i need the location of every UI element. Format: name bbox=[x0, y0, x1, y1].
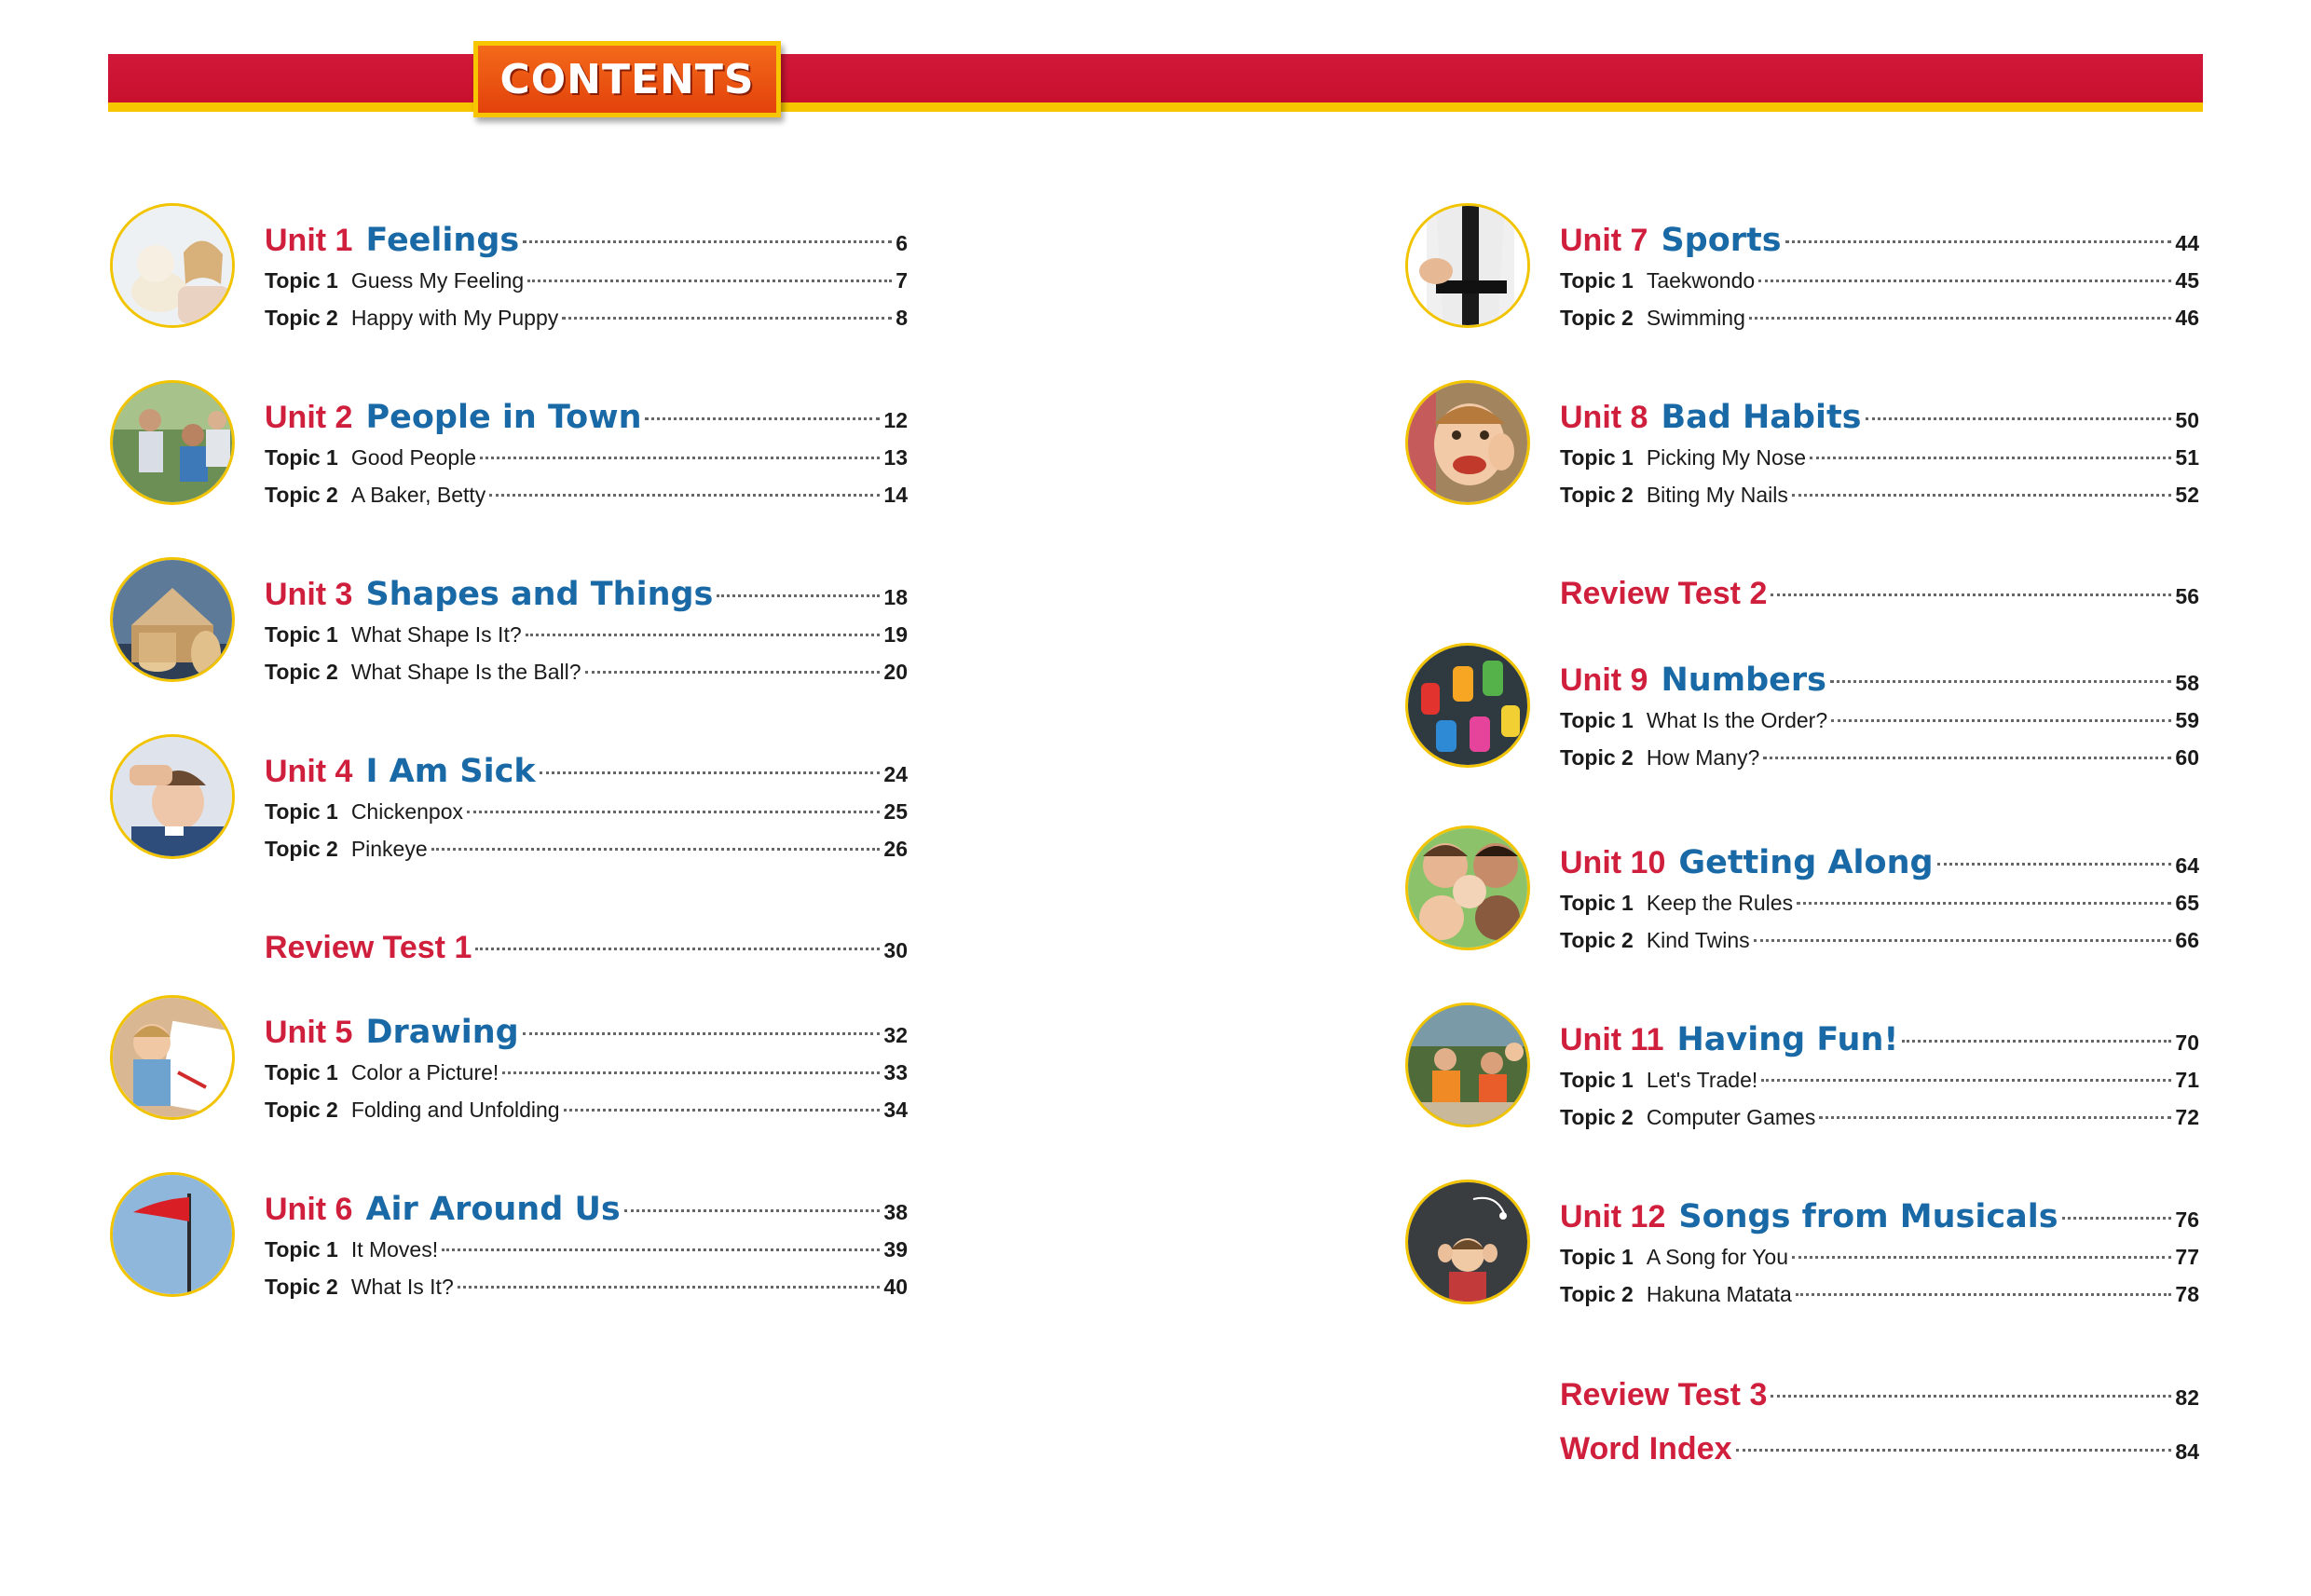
page-number: 56 bbox=[2175, 584, 2199, 608]
page-number: 30 bbox=[883, 938, 908, 962]
topic-title: A Baker, Betty bbox=[350, 483, 486, 507]
page-number: 70 bbox=[2175, 1030, 2199, 1055]
unit-thumbnail-numbers bbox=[1405, 643, 1530, 768]
topic-number: Topic 2 bbox=[1560, 745, 1634, 770]
topic-title: What Is It? bbox=[350, 1275, 454, 1299]
page-number: 18 bbox=[883, 585, 908, 609]
page-number: 24 bbox=[883, 762, 908, 786]
unit-thumbnail-laughing-boy bbox=[1405, 380, 1530, 505]
topic-number: Topic 2 bbox=[265, 660, 338, 684]
topic-title: Happy with My Puppy bbox=[350, 306, 559, 330]
topic-title: How Many? bbox=[1646, 745, 1760, 770]
page-number: 8 bbox=[896, 306, 908, 330]
topic-title: Pinkeye bbox=[350, 837, 428, 861]
topic-line[interactable] bbox=[1560, 306, 2199, 343]
unit-heading-line[interactable] bbox=[1560, 662, 2199, 708]
dot-leader bbox=[585, 671, 881, 674]
review-title: Word Index bbox=[1560, 1431, 1732, 1466]
unit-heading-line[interactable] bbox=[265, 222, 908, 268]
unit-thumbnail-taekwondo bbox=[1405, 203, 1530, 328]
topic-line[interactable] bbox=[265, 799, 908, 837]
entry-text bbox=[1560, 399, 2199, 520]
dot-leader bbox=[523, 240, 892, 243]
dot-leader bbox=[1763, 757, 2171, 759]
page-number: 50 bbox=[2175, 408, 2199, 432]
topic-title: It Moves! bbox=[350, 1237, 439, 1262]
topic-line[interactable] bbox=[1560, 708, 2199, 745]
topic-number: Topic 2 bbox=[265, 1098, 338, 1122]
dot-leader bbox=[1937, 863, 2172, 866]
page-number: 32 bbox=[883, 1023, 908, 1047]
dot-leader bbox=[1771, 1395, 2171, 1398]
unit-thumbnail-singing-boy bbox=[1405, 1180, 1530, 1304]
page-number: 6 bbox=[896, 231, 908, 255]
unit-thumbnail-wood-blocks bbox=[110, 557, 235, 682]
entry-text bbox=[265, 576, 908, 697]
unit-title: Air Around Us bbox=[365, 1191, 621, 1228]
topic-title: Folding and Unfolding bbox=[350, 1098, 560, 1122]
entry-text bbox=[1560, 1021, 2199, 1142]
topic-line[interactable] bbox=[1560, 1105, 2199, 1142]
unit-number: Unit 9 bbox=[1560, 662, 1648, 698]
unit-title: Numbers bbox=[1661, 662, 1827, 699]
topic-line[interactable] bbox=[265, 1098, 908, 1135]
page-number: 38 bbox=[883, 1200, 908, 1224]
unit-number: Unit 4 bbox=[265, 754, 353, 789]
page-number: 13 bbox=[883, 445, 908, 470]
page-number: 45 bbox=[2175, 268, 2199, 293]
unit-heading-line[interactable] bbox=[265, 753, 908, 799]
page-number: 25 bbox=[883, 799, 908, 824]
topic-number: Topic 1 bbox=[1560, 1068, 1634, 1092]
page-number: 84 bbox=[2175, 1439, 2199, 1464]
page-number: 33 bbox=[883, 1060, 908, 1084]
topic-number: Topic 1 bbox=[265, 622, 338, 647]
topic-title: Taekwondo bbox=[1646, 268, 1756, 293]
topic-title: Color a Picture! bbox=[350, 1060, 499, 1084]
topic-title: Chickenpox bbox=[350, 799, 463, 824]
unit-title: Bad Habits bbox=[1661, 399, 1862, 436]
entry-text bbox=[265, 930, 908, 976]
entry-text bbox=[265, 1014, 908, 1135]
dot-leader bbox=[624, 1209, 881, 1212]
topic-line[interactable] bbox=[1560, 483, 2199, 520]
unit-number: Unit 12 bbox=[1560, 1199, 1666, 1235]
header-yellow-stripe bbox=[108, 102, 2203, 112]
topic-title: What Shape Is It? bbox=[350, 622, 522, 647]
topic-line[interactable] bbox=[265, 483, 908, 520]
page-number: 65 bbox=[2175, 891, 2199, 915]
dot-leader bbox=[1792, 494, 2171, 497]
topic-line[interactable] bbox=[265, 622, 908, 660]
page-number: 76 bbox=[2175, 1207, 2199, 1232]
unit-heading-line[interactable] bbox=[1560, 1021, 2199, 1068]
dot-leader bbox=[1796, 1293, 2172, 1296]
unit-heading-line[interactable] bbox=[1560, 222, 2199, 268]
header-red-band bbox=[108, 54, 2203, 102]
topic-number: Topic 1 bbox=[1560, 891, 1634, 915]
unit-title: Shapes and Things bbox=[365, 576, 714, 613]
dot-leader bbox=[1866, 417, 2172, 420]
topic-line[interactable] bbox=[1560, 1068, 2199, 1105]
dot-leader bbox=[1797, 902, 2171, 905]
topic-title: Good People bbox=[350, 445, 477, 470]
topic-line[interactable] bbox=[1560, 445, 2199, 483]
page-number: 51 bbox=[2175, 445, 2199, 470]
dot-leader bbox=[2062, 1217, 2172, 1220]
page-number: 66 bbox=[2175, 928, 2199, 952]
dot-leader bbox=[1771, 593, 2171, 596]
entry-text bbox=[265, 753, 908, 874]
topic-title: What Shape Is the Ball? bbox=[350, 660, 581, 684]
topic-line[interactable] bbox=[1560, 891, 2199, 928]
unit-number: Unit 8 bbox=[1560, 400, 1648, 435]
unit-title: I Am Sick bbox=[365, 753, 536, 790]
entry-text bbox=[265, 399, 908, 520]
unit-title: Feelings bbox=[365, 222, 520, 259]
unit-title: Songs from Musicals bbox=[1678, 1198, 2058, 1235]
dot-leader bbox=[1830, 680, 2171, 683]
dot-leader bbox=[475, 948, 880, 950]
dot-leader bbox=[645, 417, 880, 420]
topic-number: Topic 2 bbox=[265, 837, 338, 861]
topic-number: Topic 1 bbox=[1560, 445, 1634, 470]
topic-line[interactable] bbox=[265, 1275, 908, 1312]
entry-text bbox=[265, 222, 908, 343]
topic-title: Kind Twins bbox=[1646, 928, 1750, 952]
unit-number: Unit 1 bbox=[265, 223, 353, 258]
review-heading-line[interactable] bbox=[265, 930, 908, 976]
topic-line[interactable] bbox=[1560, 928, 2199, 965]
unit-thumbnail-kids-circle bbox=[1405, 825, 1530, 950]
unit-heading-line[interactable] bbox=[1560, 1198, 2199, 1245]
dot-leader bbox=[1758, 280, 2171, 282]
topic-number: Topic 1 bbox=[265, 445, 338, 470]
unit-number: Unit 11 bbox=[1560, 1022, 1664, 1057]
unit-heading-line[interactable] bbox=[265, 399, 908, 445]
page-number: 34 bbox=[883, 1098, 908, 1122]
page-number: 77 bbox=[2175, 1245, 2199, 1269]
unit-thumbnail-sick-child bbox=[110, 734, 235, 859]
page-number: 14 bbox=[883, 483, 908, 507]
unit-heading-line[interactable] bbox=[265, 1191, 908, 1237]
page-number: 78 bbox=[2175, 1282, 2199, 1306]
page-number: 19 bbox=[883, 622, 908, 647]
dot-leader bbox=[431, 848, 881, 851]
topic-number: Topic 2 bbox=[265, 1275, 338, 1299]
entry-text bbox=[1560, 1431, 2199, 1478]
topic-number: Topic 2 bbox=[1560, 483, 1634, 507]
dot-leader bbox=[540, 771, 881, 774]
topic-line[interactable] bbox=[265, 445, 908, 483]
topic-title: What Is the Order? bbox=[1646, 708, 1828, 732]
entry-text bbox=[1560, 1377, 2199, 1424]
review-heading-line[interactable] bbox=[1560, 1431, 2199, 1478]
dot-leader bbox=[527, 280, 892, 282]
unit-title: Getting Along bbox=[1678, 844, 1934, 881]
unit-heading-line[interactable] bbox=[265, 1014, 908, 1060]
unit-number: Unit 3 bbox=[265, 577, 353, 612]
entry-text bbox=[1560, 222, 2199, 343]
page-number: 7 bbox=[896, 268, 908, 293]
dot-leader bbox=[1902, 1040, 2171, 1043]
topic-line[interactable] bbox=[1560, 1245, 2199, 1282]
topic-number: Topic 1 bbox=[1560, 268, 1634, 293]
topic-title: Picking My Nose bbox=[1646, 445, 1807, 470]
topic-line[interactable] bbox=[265, 837, 908, 874]
page-number: 46 bbox=[2175, 306, 2199, 330]
dot-leader bbox=[1792, 1256, 2171, 1259]
topic-number: Topic 1 bbox=[1560, 1245, 1634, 1269]
unit-thumbnail-park-people bbox=[110, 380, 235, 505]
entry-text bbox=[265, 1191, 908, 1312]
dot-leader bbox=[489, 494, 880, 497]
page-number: 72 bbox=[2175, 1105, 2199, 1129]
dot-leader bbox=[1749, 317, 2172, 320]
page-number: 26 bbox=[883, 837, 908, 861]
page-number: 44 bbox=[2175, 231, 2199, 255]
page-number: 71 bbox=[2175, 1068, 2199, 1092]
topic-number: Topic 1 bbox=[265, 1060, 338, 1084]
topic-line[interactable] bbox=[1560, 268, 2199, 306]
review-title: Review Test 1 bbox=[265, 930, 472, 965]
dot-leader bbox=[467, 811, 880, 813]
unit-thumbnail-kids-playing bbox=[1405, 1003, 1530, 1127]
dot-leader bbox=[502, 1071, 880, 1074]
dot-leader bbox=[442, 1248, 880, 1251]
page-number: 12 bbox=[883, 408, 908, 432]
page-number: 40 bbox=[883, 1275, 908, 1299]
topic-number: Topic 1 bbox=[265, 799, 338, 824]
review-heading-line[interactable] bbox=[1560, 1377, 2199, 1424]
page-number: 39 bbox=[883, 1237, 908, 1262]
unit-number: Unit 5 bbox=[265, 1015, 353, 1050]
unit-heading-line[interactable] bbox=[265, 576, 908, 622]
dot-leader bbox=[1831, 719, 2171, 722]
topic-line[interactable] bbox=[1560, 745, 2199, 783]
topic-number: Topic 2 bbox=[265, 483, 338, 507]
page-number: 60 bbox=[2175, 745, 2199, 770]
unit-number: Unit 6 bbox=[265, 1192, 353, 1227]
topic-title: Let's Trade! bbox=[1646, 1068, 1758, 1092]
topic-line[interactable] bbox=[265, 268, 908, 306]
unit-title: Having Fun! bbox=[1676, 1021, 1899, 1058]
unit-number: Unit 7 bbox=[1560, 223, 1648, 258]
dot-leader bbox=[1736, 1449, 2172, 1452]
review-heading-line[interactable] bbox=[1560, 576, 2199, 622]
dot-leader bbox=[562, 317, 892, 320]
entry-text bbox=[1560, 576, 2199, 622]
dot-leader bbox=[480, 457, 880, 459]
page-number: 20 bbox=[883, 660, 908, 684]
topic-number: Topic 1 bbox=[265, 1237, 338, 1262]
topic-title: Biting My Nails bbox=[1646, 483, 1788, 507]
dot-leader bbox=[458, 1286, 881, 1289]
unit-thumbnail-dog-girl bbox=[110, 203, 235, 328]
dot-leader bbox=[1754, 939, 2172, 942]
topic-number: Topic 2 bbox=[1560, 306, 1634, 330]
topic-title: A Song for You bbox=[1646, 1245, 1789, 1269]
topic-number: Topic 2 bbox=[1560, 928, 1634, 952]
review-title: Review Test 3 bbox=[1560, 1377, 1768, 1412]
dot-leader bbox=[1761, 1079, 2171, 1082]
unit-number: Unit 2 bbox=[265, 400, 353, 435]
page-number: 64 bbox=[2175, 853, 2199, 878]
entry-text bbox=[1560, 662, 2199, 783]
unit-title: People in Town bbox=[365, 399, 642, 436]
topic-line[interactable] bbox=[265, 1237, 908, 1275]
page-number: 58 bbox=[2175, 671, 2199, 695]
topic-title: Keep the Rules bbox=[1646, 891, 1794, 915]
entry-text bbox=[1560, 1198, 2199, 1319]
dot-leader bbox=[717, 594, 880, 597]
dot-leader bbox=[1819, 1116, 2171, 1119]
topic-number: Topic 1 bbox=[1560, 708, 1634, 732]
topic-number: Topic 2 bbox=[1560, 1282, 1634, 1306]
page-number: 82 bbox=[2175, 1385, 2199, 1410]
topic-number: Topic 2 bbox=[1560, 1105, 1634, 1129]
unit-number: Unit 10 bbox=[1560, 845, 1666, 880]
topic-line[interactable] bbox=[265, 660, 908, 697]
review-title: Review Test 2 bbox=[1560, 576, 1768, 611]
topic-line[interactable] bbox=[265, 1060, 908, 1098]
contents-title: CONTENTS bbox=[499, 55, 755, 103]
topic-line[interactable] bbox=[265, 306, 908, 343]
unit-heading-line[interactable] bbox=[1560, 399, 2199, 445]
topic-title: Hakuna Matata bbox=[1646, 1282, 1792, 1306]
unit-title: Sports bbox=[1661, 222, 1782, 259]
unit-thumbnail-red-flag bbox=[110, 1172, 235, 1297]
topic-title: Computer Games bbox=[1646, 1105, 1816, 1129]
topic-title: Guess My Feeling bbox=[350, 268, 525, 293]
contents-badge bbox=[473, 41, 781, 117]
entry-text bbox=[1560, 844, 2199, 965]
topic-number: Topic 1 bbox=[265, 268, 338, 293]
dot-leader bbox=[523, 1032, 881, 1035]
dot-leader bbox=[1785, 240, 2172, 243]
unit-thumbnail-boy-drawing bbox=[110, 995, 235, 1120]
dot-leader bbox=[564, 1109, 881, 1112]
topic-title: Swimming bbox=[1646, 306, 1745, 330]
topic-line[interactable] bbox=[1560, 1282, 2199, 1319]
page-number: 52 bbox=[2175, 483, 2199, 507]
dot-leader bbox=[526, 634, 881, 636]
unit-heading-line[interactable] bbox=[1560, 844, 2199, 891]
topic-number: Topic 2 bbox=[265, 306, 338, 330]
page-number: 59 bbox=[2175, 708, 2199, 732]
dot-leader bbox=[1810, 457, 2171, 459]
unit-title: Drawing bbox=[365, 1014, 519, 1051]
